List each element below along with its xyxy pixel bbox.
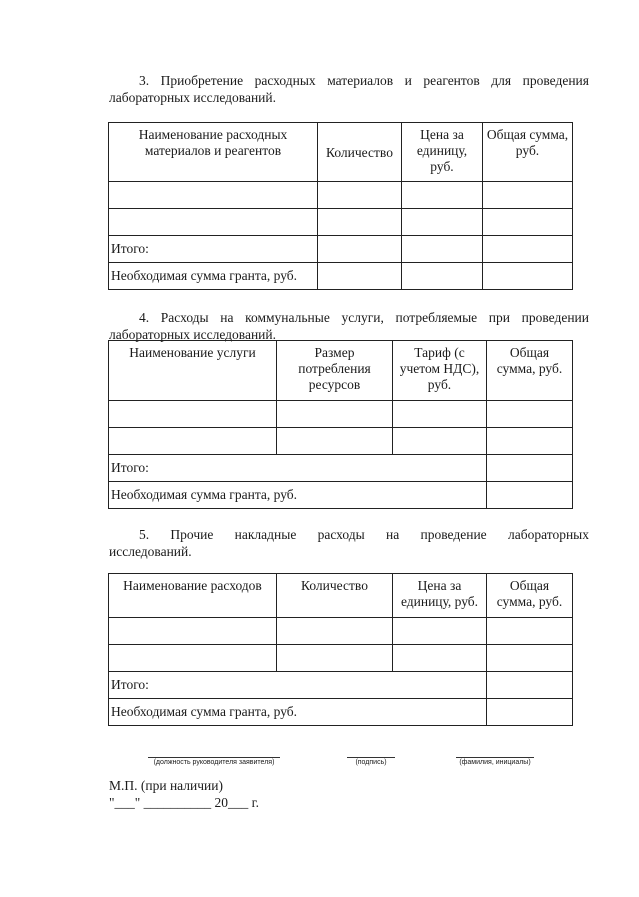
column-header: Тариф (с учетом НДС), руб. [393,341,487,401]
table-cell[interactable] [483,236,573,263]
table-cell[interactable] [277,618,393,645]
table-header-row [109,574,573,618]
table-cell[interactable] [487,618,573,645]
column-header: Количество [318,123,402,182]
section3-paragraph-line1: 3. Приобретение расходных материалов и реагентов для проведения [139,73,589,88]
grant-row [109,263,573,290]
table-cell[interactable] [402,182,483,209]
table-cell[interactable] [487,672,573,699]
section3-paragraph-line2: лабораторных исследований. [109,90,276,105]
total-row [109,455,573,482]
grant-label: Необходимая сумма гранта, руб. [109,263,318,290]
date-line[interactable]: "___" __________ 20___ г. [109,795,260,810]
table-cell[interactable] [109,182,318,209]
table-cell[interactable] [393,645,487,672]
table-cell[interactable] [109,401,277,428]
table-header-row [109,341,573,401]
table-cell[interactable] [393,428,487,455]
table-cell[interactable] [487,699,573,726]
table-cell[interactable] [487,455,573,482]
table-cell[interactable] [109,209,318,236]
table-cell[interactable] [487,482,573,509]
table-cell[interactable] [318,236,402,263]
column-header: Наименование расходных материалов и реагентов [109,123,318,182]
table-row [109,428,573,455]
section5-table [108,573,573,726]
section5-paragraph-line2: исследований. [109,544,192,559]
stamp-text: М.П. (при наличии) [109,778,223,793]
total-label: Итого: [109,236,318,263]
table-cell[interactable] [402,263,483,290]
table-cell[interactable] [277,428,393,455]
table-cell[interactable] [487,428,573,455]
section5-paragraph-line1: 5. Прочие накладные расходы на проведение лабораторных [139,527,589,542]
position-caption: (должность руководителя заявителя) [148,757,280,766]
column-header: Общая сумма, руб. [483,123,573,182]
total-row [109,236,573,263]
table-cell[interactable] [483,209,573,236]
signature-caption: (подпись) [347,757,395,766]
table-row [109,401,573,428]
total-row [109,672,573,699]
section4-paragraph-line1: 4. Расходы на коммунальные услуги, потребляемые при проведении [139,310,589,325]
total-label: Итого: [109,455,487,482]
table-cell[interactable] [393,401,487,428]
table-cell[interactable] [109,645,277,672]
column-header: Цена за единицу, руб. [402,123,483,182]
column-header: Цена за единицу, руб. [393,574,487,618]
name-caption: (фамилия, инициалы) [456,757,534,766]
section3-table [108,122,573,290]
total-label: Итого: [109,672,487,699]
column-header: Общая сумма, руб. [487,574,573,618]
table-row [109,182,573,209]
grant-label: Необходимая сумма гранта, руб. [109,699,487,726]
table-cell[interactable] [487,401,573,428]
grant-row [109,482,573,509]
table-header-row [109,123,573,182]
table-cell[interactable] [402,236,483,263]
grant-label: Необходимая сумма гранта, руб. [109,482,487,509]
table-cell[interactable] [318,263,402,290]
table-cell[interactable] [402,209,483,236]
section4-table [108,340,573,509]
table-cell[interactable] [483,182,573,209]
table-cell[interactable] [483,263,573,290]
section5-paragraph [109,526,589,560]
column-header: Количество [277,574,393,618]
column-header: Наименование расходов [109,574,277,618]
table-cell[interactable] [109,618,277,645]
table-row [109,209,573,236]
table-cell[interactable] [277,645,393,672]
table-row [109,618,573,645]
column-header: Размер потребления ресурсов [277,341,393,401]
column-header: Общая сумма, руб. [487,341,573,401]
column-header: Наименование услуги [109,341,277,401]
section4-paragraph [109,309,589,343]
grant-row [109,699,573,726]
table-cell[interactable] [393,618,487,645]
section4-paragraph-line2: лабораторных исследований. [109,327,276,342]
section3-paragraph [109,72,589,106]
table-cell[interactable] [318,209,402,236]
table-cell[interactable] [487,645,573,672]
table-row [109,645,573,672]
table-cell[interactable] [318,182,402,209]
table-cell[interactable] [109,428,277,455]
table-cell[interactable] [277,401,393,428]
